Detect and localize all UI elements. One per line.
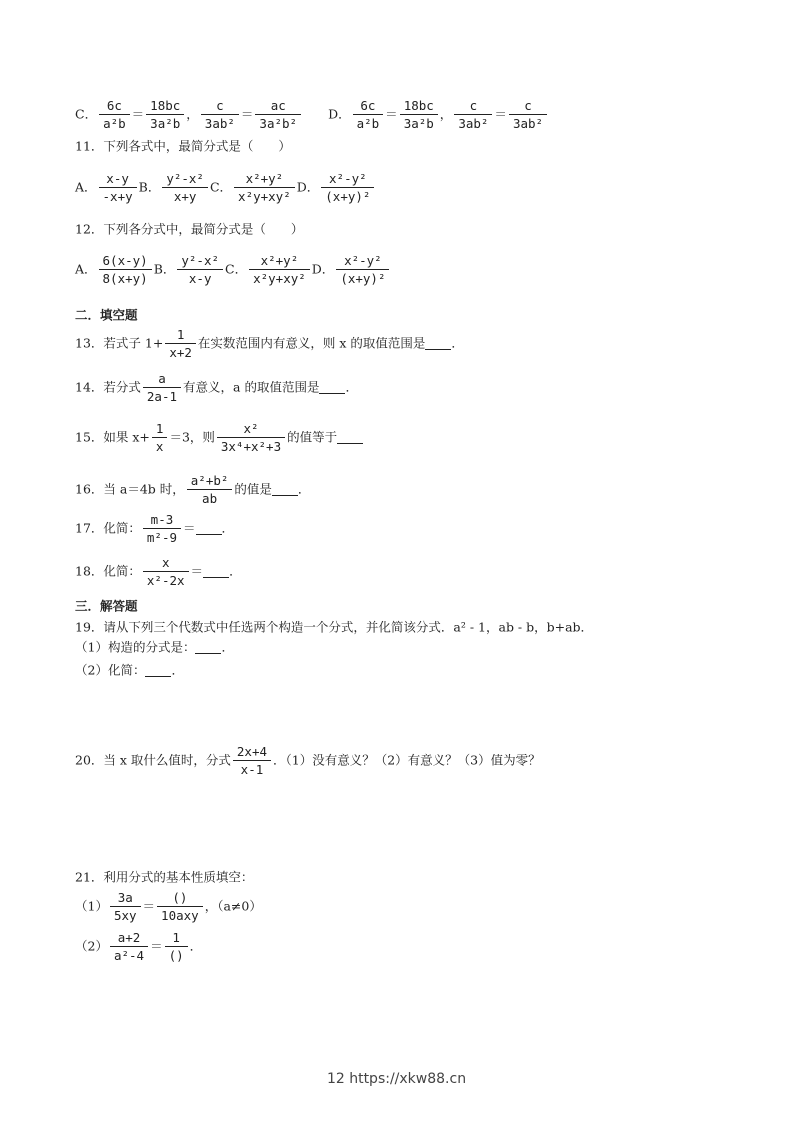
question-11 — [75, 137, 291, 156]
denominator: x²y+xy² — [238, 189, 291, 204]
text: ． — [451, 335, 464, 351]
denominator: x²-2x — [146, 573, 185, 588]
denominator: 3ab² — [204, 116, 235, 131]
numerator: y²-x² — [162, 170, 208, 188]
text: C． — [75, 106, 98, 122]
text: ＝ — [183, 520, 196, 536]
text: B． — [138, 179, 161, 195]
numerator: ac — [255, 97, 301, 115]
numerator: 1 — [165, 929, 188, 947]
text: （1） — [75, 898, 108, 914]
numerator: x² — [217, 420, 285, 438]
fraction — [165, 929, 188, 964]
question-11-options — [75, 170, 376, 205]
denominator: a²b — [356, 116, 380, 131]
fraction — [509, 97, 547, 132]
numerator: x²+y² — [234, 170, 295, 188]
answer-blank — [337, 431, 363, 444]
fraction — [146, 97, 184, 132]
text: ＝ — [494, 106, 507, 122]
denominator: 8(x+y) — [102, 271, 148, 286]
denominator: x+2 — [169, 345, 192, 360]
text: D． — [311, 261, 335, 277]
text: 三．解答题 — [75, 598, 138, 614]
fraction — [143, 511, 181, 546]
question-16 — [75, 472, 310, 507]
numerator: 6c — [353, 97, 384, 115]
question-20 — [75, 743, 541, 778]
numerator: 18bc — [400, 97, 438, 115]
fraction — [255, 97, 301, 132]
text: ＝ — [150, 938, 163, 954]
text: B． — [153, 261, 176, 277]
question-19-part-2 — [75, 661, 184, 680]
numerator: x — [143, 554, 189, 572]
numerator: 1 — [165, 326, 196, 344]
fraction — [249, 252, 310, 287]
page-footer: 12 https://xkw88.cn — [326, 1071, 467, 1087]
numerator: 3a — [110, 889, 141, 907]
numerator: 2x+4 — [233, 743, 271, 761]
text: ． — [171, 662, 184, 678]
text: 16．当 a＝4b 时， — [75, 481, 185, 497]
numerator: x²-y² — [336, 252, 389, 270]
answer-blank — [319, 381, 345, 394]
question-21-part-1 — [75, 889, 262, 924]
text: ． — [229, 563, 242, 579]
text: 13．若式子 1+ — [75, 335, 164, 351]
text: ＝ — [385, 106, 398, 122]
fraction — [165, 326, 196, 361]
numerator: x-y — [99, 170, 137, 188]
text: C． — [225, 261, 248, 277]
answer-blank — [203, 565, 229, 578]
text: ＝ — [142, 898, 156, 914]
answer-blank — [196, 522, 222, 535]
text: ． — [221, 520, 235, 536]
question-12-options — [75, 252, 391, 287]
text: ． — [189, 938, 203, 954]
denominator: 3a²b — [150, 116, 181, 131]
section-fill-in-heading — [75, 306, 138, 325]
text: ＝ — [190, 563, 204, 579]
denominator: a²-4 — [113, 948, 145, 963]
denominator: 3x⁴+x²+3 — [220, 439, 282, 454]
text: ， — [439, 106, 453, 122]
text: ， — [186, 106, 199, 122]
question-19-part-1 — [75, 638, 234, 657]
text: 21．利用分式的基本性质填空： — [75, 869, 254, 885]
fraction — [99, 97, 130, 132]
numerator: 6(x-y) — [99, 252, 152, 270]
denominator: m²-9 — [146, 530, 178, 545]
text: 二．填空题 — [75, 307, 138, 323]
fraction — [157, 889, 203, 924]
question-14 — [75, 370, 358, 405]
denominator: x+y — [173, 189, 197, 204]
text: ＝ — [240, 106, 254, 122]
denominator: (x+y)² — [325, 189, 371, 204]
fraction — [177, 252, 223, 287]
answer-blank — [425, 337, 451, 350]
denominator: x²y+xy² — [253, 271, 306, 286]
numerator: 6c — [99, 97, 130, 115]
denominator: -x+y — [102, 189, 133, 204]
numerator: x²-y² — [321, 170, 374, 188]
denominator: x-1 — [240, 762, 264, 777]
text: ． — [297, 481, 311, 497]
fraction — [143, 554, 189, 589]
question-13 — [75, 326, 464, 361]
question-18 — [75, 554, 242, 589]
denominator: 3a²b — [403, 116, 434, 131]
question-21 — [75, 868, 253, 887]
text: 11．下列各式中，最简分式是（ ） — [75, 138, 291, 154]
numerator: x²+y² — [249, 252, 310, 270]
text: ． — [221, 639, 234, 655]
text: 18．化简： — [75, 563, 141, 579]
denominator: x-y — [188, 271, 212, 286]
fraction — [454, 97, 492, 132]
text: 12．下列各分式中，最简分式是（ ） — [75, 221, 304, 237]
fraction — [233, 743, 271, 778]
fraction — [336, 252, 389, 287]
fraction — [217, 420, 285, 455]
denominator: () — [168, 948, 184, 963]
fraction — [110, 929, 148, 964]
numerator: m-3 — [143, 511, 181, 529]
denominator: 10axy — [161, 908, 199, 923]
fraction — [353, 97, 384, 132]
denominator: 3ab² — [458, 116, 489, 131]
text: ＝3，则 — [169, 429, 215, 445]
fraction — [234, 170, 295, 205]
text: D． — [296, 179, 320, 195]
numerator: a — [143, 370, 181, 388]
fraction — [187, 472, 233, 507]
fraction — [110, 889, 141, 924]
text: 的值等于 — [287, 429, 338, 445]
denominator: x — [155, 439, 164, 454]
answer-blank — [272, 483, 298, 496]
text: 在实数范围内有意义，则 x 的取值范围是 — [197, 335, 426, 351]
question-10-options-cd — [75, 97, 549, 132]
numerator: c — [201, 97, 239, 115]
numerator: a²+b² — [187, 472, 233, 490]
numerator: c — [509, 97, 547, 115]
section-answer-heading — [75, 597, 138, 616]
text: 有意义，a 的取值范围是 — [183, 379, 320, 395]
numerator: y²-x² — [177, 252, 223, 270]
text: C． — [209, 179, 233, 195]
answer-blank — [195, 641, 221, 654]
numerator: a+2 — [110, 929, 148, 947]
text: （2）化简： — [75, 662, 146, 678]
text: 17．化简： — [75, 520, 141, 536]
numerator: 18bc — [146, 97, 184, 115]
text: 15．如果 x+ — [75, 429, 150, 445]
question-19 — [75, 618, 593, 637]
text: ＝ — [131, 106, 145, 122]
text: ． — [345, 379, 358, 395]
question-15 — [75, 420, 363, 455]
fraction — [321, 170, 374, 205]
fraction — [143, 370, 181, 405]
denominator: 5xy — [113, 908, 137, 923]
text: D． — [303, 106, 351, 122]
numerator: 1 — [152, 420, 168, 438]
denominator: 3ab² — [512, 116, 544, 131]
fraction — [99, 252, 152, 287]
fraction — [400, 97, 438, 132]
text: 20．当 x 取什么值时，分式 — [75, 752, 231, 768]
text: ．（1）没有意义？（2）有意义？（3）值为零？ — [273, 752, 541, 768]
text: ，（a≠0） — [204, 898, 262, 914]
text: （1）构造的分式是： — [75, 639, 196, 655]
text: A． — [75, 179, 97, 195]
question-17 — [75, 511, 234, 546]
text: 的值是 — [234, 481, 272, 497]
question-12 — [75, 220, 303, 239]
question-21-part-2 — [75, 929, 202, 964]
answer-blank — [145, 664, 171, 677]
fraction — [99, 170, 137, 205]
denominator: (x+y)² — [340, 271, 386, 286]
fraction — [201, 97, 239, 132]
numerator: c — [454, 97, 492, 115]
denominator: ab — [202, 491, 218, 506]
denominator: a²b — [103, 116, 126, 131]
fraction — [162, 170, 208, 205]
denominator: 3a²b² — [259, 116, 298, 131]
text: 14．若分式 — [75, 379, 141, 395]
text: （2） — [75, 938, 108, 954]
fraction — [152, 420, 168, 455]
denominator: 2a-1 — [146, 389, 178, 404]
numerator: () — [157, 889, 203, 907]
text: 19．请从下列三个代数式中任选两个构造一个分式，并化简该分式．a² - 1，ab - b，b+ab． — [75, 619, 594, 635]
text: A． — [75, 261, 97, 277]
